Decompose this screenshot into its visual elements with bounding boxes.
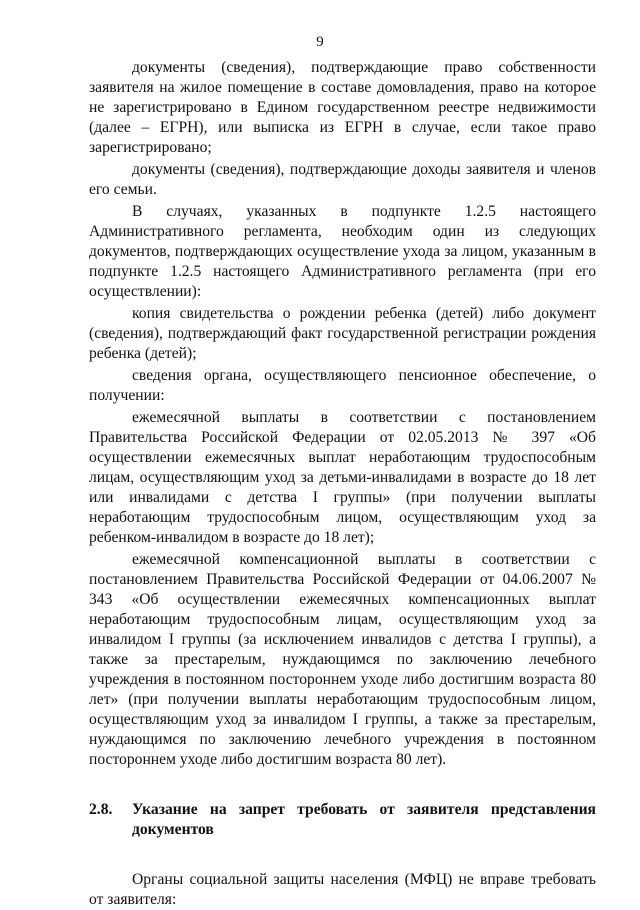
- document-body: [89, 58, 596, 910]
- page-number: 9: [316, 34, 324, 50]
- section-title: Указание на запрет требовать от заявителя представления документов: [132, 801, 596, 838]
- paragraph-prohibition: Органы социальной защиты населения (МФЦ) не вправе требовать от заявителя:: [89, 871, 596, 908]
- paragraph-ownership-docs: документы (сведения), подтверждающие право собственности заявителя на жилое помещение в составе домовладения, право на которое не зарегистрировано в Едином государственном реестре недвижимости (далее – ЕГРН), или выписка из ЕГРН в случае, если такое право зарегистрировано;: [89, 59, 596, 156]
- paragraph-compensation-payment-343: ежемесячной компенсационной выплаты в соответствии с постановлением Правительства Российской Федерации от 04.06.2007 № 343 «Об осуществлении ежемесячных компенсационных выплат неработающим трудоспособным лицам, осуществляющим уход за инвалидом I группы (за исключением инвалидов с детства I группы), а также за престарелым, нуждающимся по заключению лечебного учреждения в постоянном постороннем уходе либо достигшим возраста 80 лет» (при получении выплаты неработающим трудоспособным лицом, осуществляющим уход за инвалидом I группы, а также за престарелым, нуждающимся по заключению лечебного учреждения в постоянном постороннем уходе либо достигшим возраста 80 лет).: [89, 551, 596, 768]
- section-number: 2.8.: [89, 801, 113, 818]
- paragraph-income-docs: документы (сведения), подтверждающие доходы заявителя и членов его семьи.: [89, 161, 596, 198]
- paragraph-pension-info: сведения органа, осуществляющего пенсионное обеспечение, о получении:: [89, 367, 596, 404]
- paragraph-monthly-payment-397: ежемесячной выплаты в соответствии с постановлением Правительства Российской Федерации от 02.05.2013 № 397 «Об осуществлении ежемесячных выплат неработающим трудоспособным лицам, осуществляющим уход за детьми-инвалидами в возрасте до 18 лет или инвалидами с детства I группы» (при получении выплаты неработающим трудоспособным лицом, осуществляющим уход за ребенком-инвалидом в возрасте до 18 лет);: [89, 409, 596, 546]
- section-heading: [89, 800, 596, 840]
- paragraph-birth-certificate: копия свидетельства о рождении ребенка (детей) либо документ (сведения), подтверждающий факт государственной регистрации рождения ребенка (детей);: [89, 305, 596, 362]
- paragraph-care-cases: В случаях, указанных в подпункте 1.2.5 настоящего Административного регламента, необходим один из следующих документов, подтверждающих осуществление ухода за лицом, указанным в подпункте 1.2.5 настоящего Административного регламента (при его осуществлении):: [89, 203, 596, 300]
